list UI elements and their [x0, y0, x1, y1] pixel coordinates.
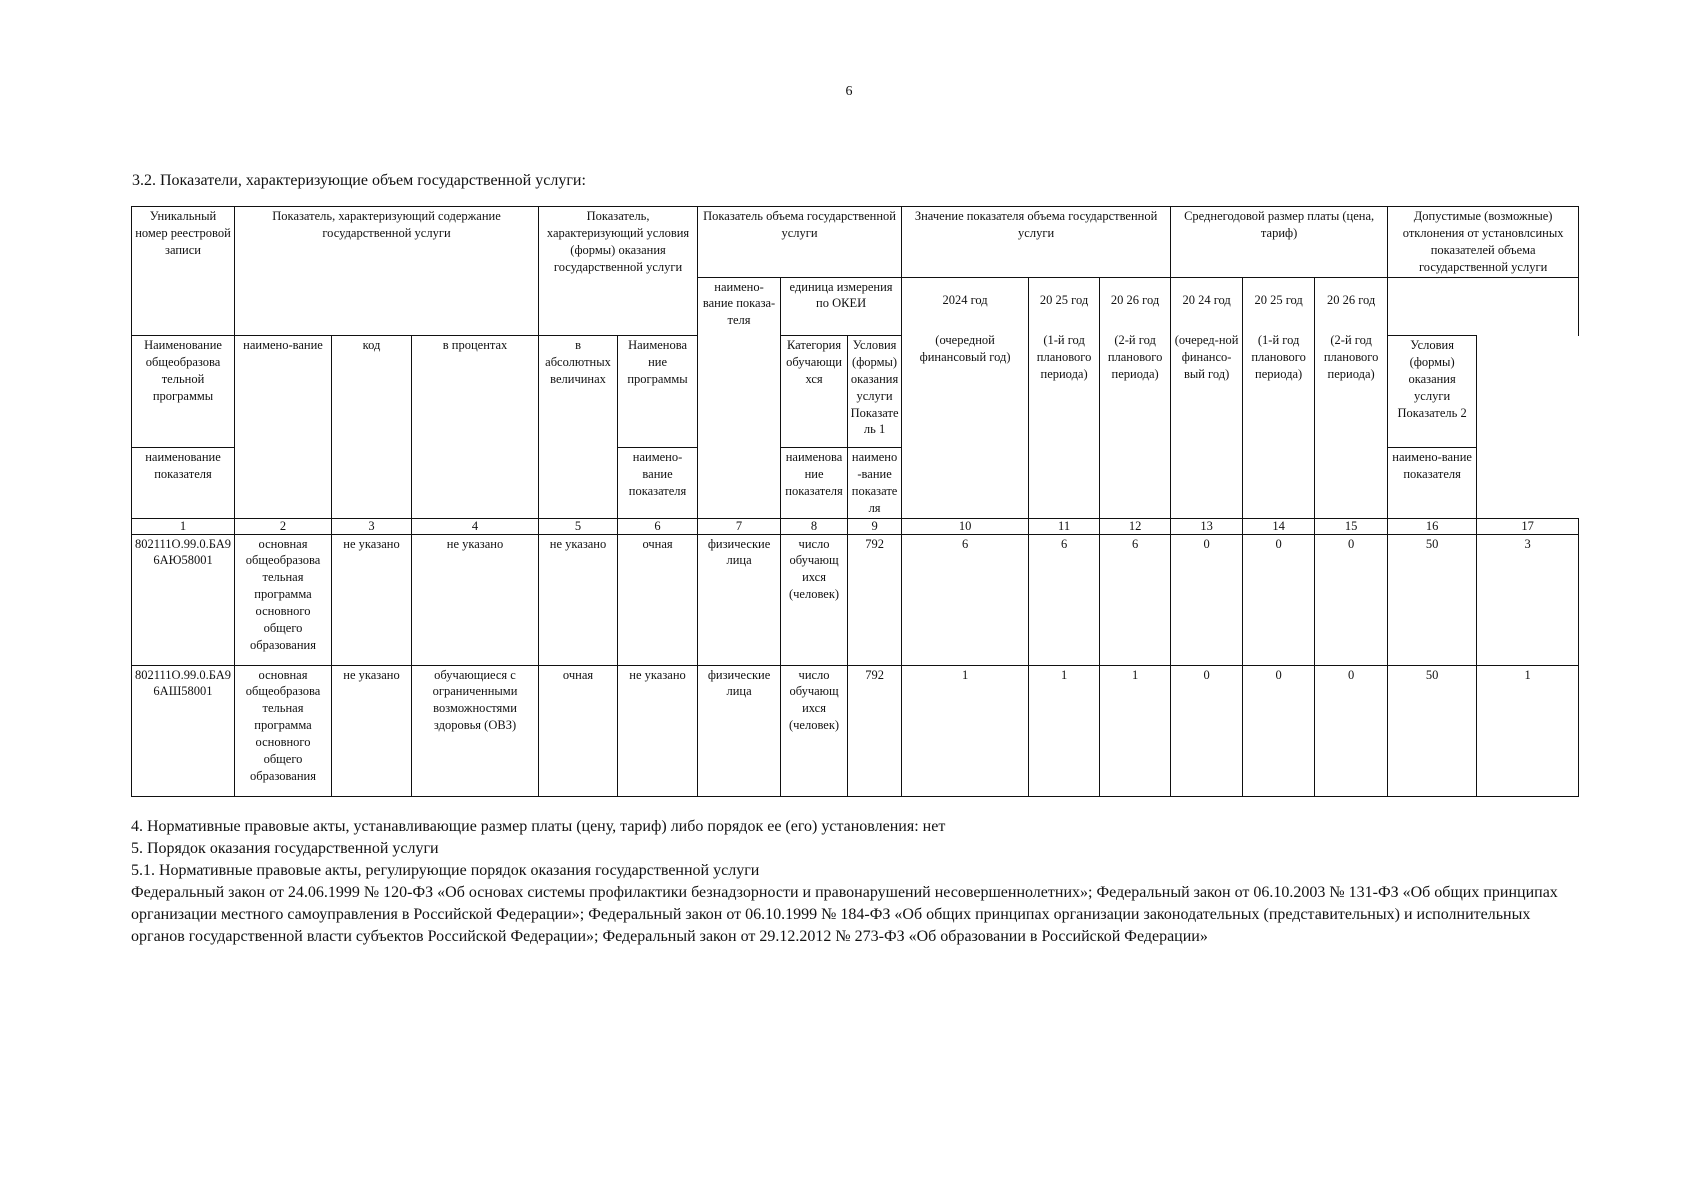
column-number: 17 [1477, 518, 1579, 534]
header-condition-indicator: Показатель, характеризующий условия (формы) оказания государственной услуги [539, 207, 698, 336]
table-cell: не указано [539, 534, 618, 665]
header-volume-indicator: Показатель объема государственной услуги [698, 207, 902, 278]
header-sub-name-1: наименование показателя [132, 448, 235, 519]
column-number: 1 [132, 518, 235, 534]
table-row [132, 534, 1579, 665]
table-row [132, 665, 1579, 796]
table-cell: 792 [848, 665, 902, 796]
table-cell: очная [618, 534, 698, 665]
table-cell: 802111О.99.0.БА96АЮ58001 [132, 534, 235, 665]
table-cell: 0 [1171, 665, 1243, 796]
header-program-title: Наименова ние программы [618, 336, 698, 448]
table-cell: 792 [848, 534, 902, 665]
table-cell: очная [539, 665, 618, 796]
column-number: 7 [698, 518, 781, 534]
table-cell: 6 [1029, 534, 1100, 665]
legal-acts-section [131, 816, 1571, 948]
federal-laws-list: Федеральный закон от 24.06.1999 № 120-ФЗ «Об основах системы профилактики безнадзорности и правонарушений несовершеннолетних»; Федеральный закон от 06.10.2003 № 131-ФЗ «Об общих принципах организации местного самоуправления в Российской Федерации»; Федеральный закон от 06.10.1999 № 184-ФЗ «Об общих принципах организации законодательных (представительных) и исполнительных органов государственной власти субъектов Российской Федерации»; Федеральный закон от 29.12.2012 № 273-ФЗ «Об образовании в Российской Федерации» [131, 884, 1558, 945]
header-program-name: Наименование общеобразова тельной программы [132, 336, 235, 448]
header-row-1 [132, 207, 1579, 278]
column-number: 5 [539, 518, 618, 534]
header-year-2026-label: 20 26 год [1110, 292, 1160, 307]
header-fee-2026-label: 20 26 год [1326, 292, 1376, 307]
column-number: 10 [902, 518, 1029, 534]
table-cell: 0 [1243, 665, 1315, 796]
table-cell: число обучающ ихся (человек) [781, 665, 848, 796]
page-number: 6 [845, 84, 853, 99]
header-fee-2024 [1171, 277, 1243, 518]
header-sub-name-4: наимено-вание показателя [848, 448, 902, 519]
header-condition-1: Условия (формы) оказания услуги Показатель 1 [848, 336, 902, 448]
table-cell: физические лица [698, 665, 781, 796]
header-fee-2025 [1243, 277, 1315, 518]
table-cell: 6 [1100, 534, 1171, 665]
table-cell: основная общеобразова тельная программа основного общего образования [235, 534, 332, 665]
header-sub-name-5: наимено-вание показателя [1388, 448, 1477, 519]
table-cell: не указано [332, 665, 412, 796]
header-year-2026 [1100, 277, 1171, 518]
table-cell: 50 [1388, 665, 1477, 796]
table-cell: не указано [618, 665, 698, 796]
table-cell: 1 [902, 665, 1029, 796]
table-cell: 6 [902, 534, 1029, 665]
header-fee-2026-note: (2-й год планового периода) [1323, 333, 1379, 382]
header-year-2024-note: (очередной финансовый год) [919, 333, 1011, 365]
header-in-absolute: в абсолютных величинах [539, 336, 618, 519]
header-fee-2024-label: 20 24 год [1182, 292, 1231, 307]
table-cell: 802111О.99.0.БА96АШ58001 [132, 665, 235, 796]
table-cell: 1 [1477, 665, 1579, 796]
header-allowed-deviation: Допустимые (возможные) отклонения от установлсиных показателей объема государственной услуги [1388, 207, 1579, 278]
header-students-category: Категория обучающихся [781, 336, 848, 448]
column-number: 14 [1243, 518, 1315, 534]
header-condition-2: Условия (формы) оказания услуги Показатель 2 [1388, 336, 1477, 448]
table-cell: 0 [1243, 534, 1315, 665]
header-unit-code: код [332, 336, 412, 519]
header-content-indicator: Показатель, характеризующий содержание государственной услуги [235, 207, 539, 336]
service-procedure-heading: 5. Порядок оказания государственной услуги [131, 840, 439, 857]
header-registry-number: Уникальный номер реестровой записи [132, 207, 235, 336]
table-cell: 50 [1388, 534, 1477, 665]
header-year-2025 [1029, 277, 1100, 518]
column-numbers-row [132, 518, 1579, 534]
column-number: 6 [618, 518, 698, 534]
service-procedure-acts-heading: 5.1. Нормативные правовые акты, регулирующие порядок оказания государственной услуги [131, 862, 760, 879]
table-cell: 0 [1171, 534, 1243, 665]
header-unit-name: наимено-вание [235, 336, 332, 519]
header-fee-2025-note: (1-й год планового периода) [1251, 333, 1306, 382]
header-in-percent: в процентах [412, 336, 539, 519]
volume-indicators-table-wrapper [131, 206, 1578, 797]
header-deviation-spacer [1388, 277, 1579, 336]
table-cell: не указано [332, 534, 412, 665]
table-cell: обучающиеся с ограниченными возможностями здоровья (ОВЗ) [412, 665, 539, 796]
header-sub-name-2: наимено-вание показателя [618, 448, 698, 519]
header-indicator-name: наимено-вание показа-теля [698, 277, 781, 518]
column-number: 8 [781, 518, 848, 534]
fee-legal-acts: 4. Нормативные правовые акты, устанавливающие размер платы (цену, тариф) либо порядок ее (его) установления: нет [131, 818, 946, 835]
column-number: 3 [332, 518, 412, 534]
header-year-2024 [902, 277, 1029, 518]
header-year-2024-label: 2024 год [942, 292, 988, 307]
column-number: 4 [412, 518, 539, 534]
header-sub-name-3: наименование показателя [781, 448, 848, 519]
column-number: 13 [1171, 518, 1243, 534]
header-year-2025-label: 20 25 год [1039, 292, 1089, 307]
table-cell: 3 [1477, 534, 1579, 665]
header-volume-value: Значение показателя объема государственной услуги [902, 207, 1171, 278]
column-number: 16 [1388, 518, 1477, 534]
header-fee-2025-label: 20 25 год [1254, 292, 1303, 307]
header-avg-fee: Среднегодовой размер платы (цена, тариф) [1171, 207, 1388, 278]
volume-indicators-table [131, 206, 1579, 797]
header-year-2026-note: (2-й год планового периода) [1107, 333, 1163, 382]
header-year-2025-note: (1-й год планового периода) [1036, 333, 1092, 382]
table-cell: 0 [1315, 534, 1388, 665]
column-number: 11 [1029, 518, 1100, 534]
table-cell: физические лица [698, 534, 781, 665]
header-unit-okei: единица измерения по ОКЕИ [781, 277, 902, 336]
header-fee-2024-note: (очеред-ной финансо-вый год) [1174, 333, 1239, 382]
table-cell: 1 [1100, 665, 1171, 796]
table-cell: не указано [412, 534, 539, 665]
table-cell: основная общеобразова тельная программа основного общего образования [235, 665, 332, 796]
column-number: 9 [848, 518, 902, 534]
header-fee-2026 [1315, 277, 1388, 518]
column-number: 15 [1315, 518, 1388, 534]
table-cell: 0 [1315, 665, 1388, 796]
table-cell: число обучающ ихся (человек) [781, 534, 848, 665]
column-number: 12 [1100, 518, 1171, 534]
section-title: 3.2. Показатели, характеризующие объем государственной услуги: [132, 172, 586, 189]
table-cell: 1 [1029, 665, 1100, 796]
column-number: 2 [235, 518, 332, 534]
